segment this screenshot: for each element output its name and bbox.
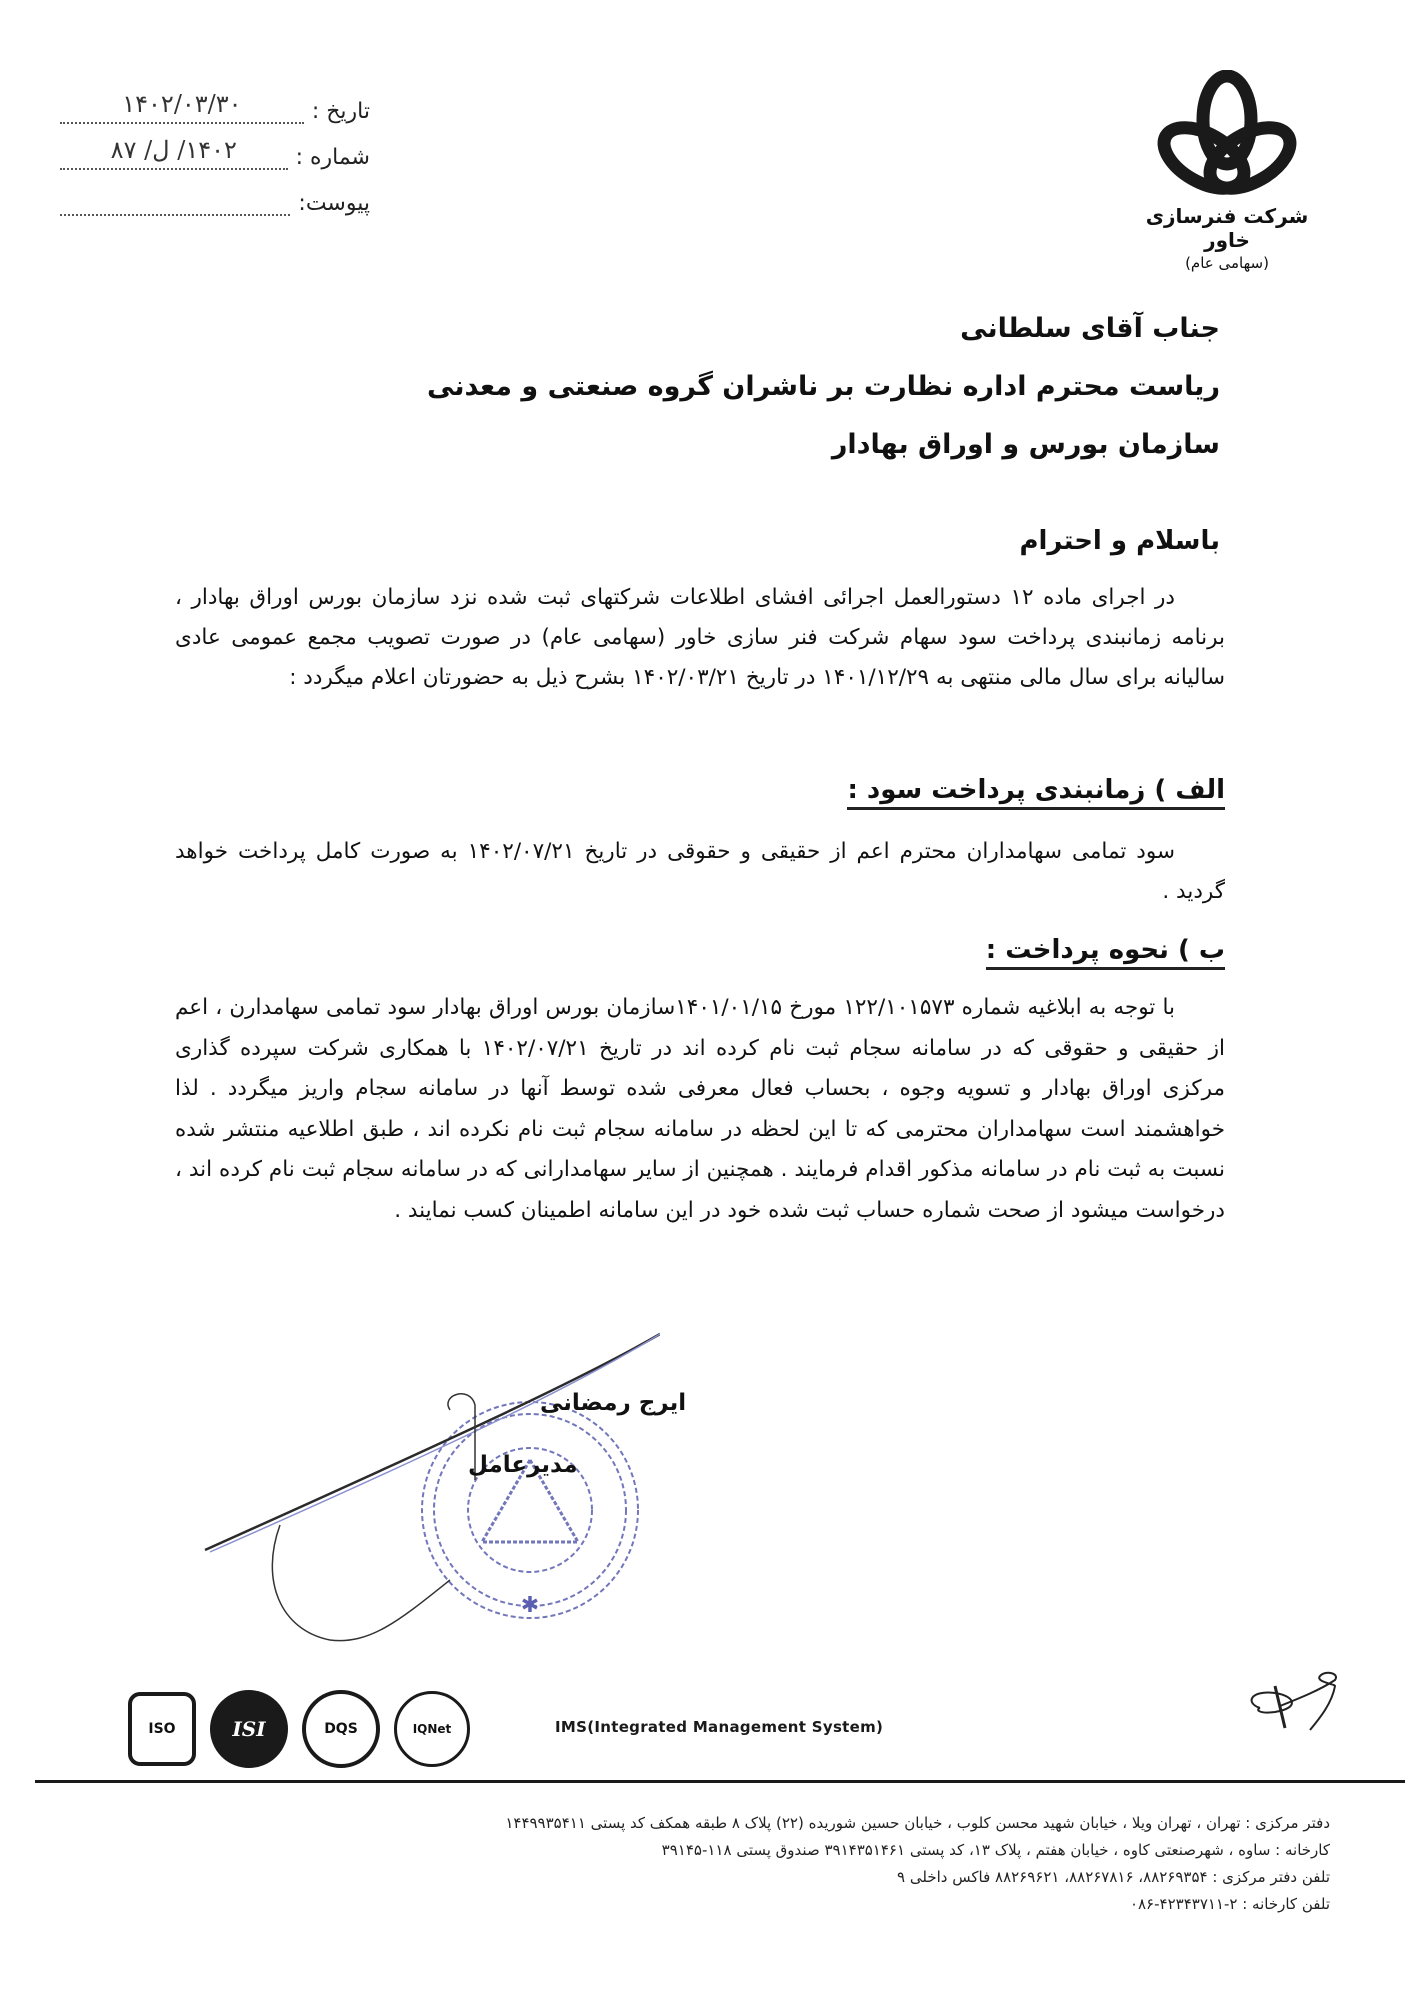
iqnet-badge-icon: IQNet: [394, 1691, 470, 1767]
signature-and-stamp: [200, 1320, 660, 1650]
trinity-knot-icon: [1152, 70, 1302, 200]
footer-factory-phone: تلفن کارخانه : ۲-۴۲۳۴۳۷۱۱-۰۸۶: [1129, 1895, 1330, 1913]
section-b-heading: ب ) نحوه پرداخت :: [986, 935, 1225, 970]
footer-head-office: دفتر مرکزی : تهران ، تهران ویلا ، خیابان شهید محسن کلوب ، خیابان حسین شوریده (۲۲) پلاک ۸ طبقه همکف کد پستی ۱۴۴۹۹۳۵۴۱۱: [505, 1814, 1330, 1832]
company-name: شرکت فنرسازی خاور: [1145, 204, 1309, 252]
greeting: باسلام و احترام: [1019, 526, 1220, 556]
intro-paragraph: در اجرای ماده ۱۲ دستورالعمل اجرائی افشای اطلاعات شرکتهای ثبت شده نزد سازمان بورس اوراق بهادار ، برنامه زمانبندی پرداخت سود سهام شرکت فنر سازی خاور (سهامی عام) در صورت تصویب مجمع عمومی عادی سالیانه برای سال مالی منتهی به ۱۴۰۱/۱۲/۲۹ در تاریخ ۱۴۰۲/۰۳/۲۱ بشرح ذیل به حضورتان اعلام میگردد :: [175, 585, 1225, 690]
section-b-paragraph: با توجه به ابلاغیه شماره ۱۲۲/۱۰۱۵۷۳ مورخ ۱۴۰۱/۰۱/۱۵سازمان بورس اوراق بهادار سود تمامی سهامدارن ، اعم از حقیقی و حقوقی که در سامانه سجام ثبت نام کرده اند در تاریخ ۱۴۰۲/۰۷/۲۱ با همکاری شرکت سپرده گذاری مرکزی اوراق بهادار و تسویه وجوه ، بحساب فعال معرفی شده توسط آنها در سامانه سجام واریز میگردد . لذا خواهشمند است سهامداران محترمی که تا این لحظه در سامانه سجام ثبت نام نکرده اند ، طبق اطلاعیه منتشر شده نسبت به ثبت نام در سامانه مذکور اقدام فرمایند . همچنین از سایر سهامدارانی که در سامانه سجام ثبت نام کرده اند ، درخواست میشود از صحت شماره حساب ثبت شده خود در این سامانه اطمینان کسب نمایند .: [175, 995, 1225, 1223]
attachment-row: [60, 170, 370, 216]
company-type: (سهامی عام): [1185, 254, 1269, 272]
addressee-organization: سازمان بورس و اوراق بهادار: [831, 429, 1220, 460]
certification-badges: [128, 1690, 470, 1768]
date-row: [60, 78, 370, 124]
footer-divider: [35, 1780, 1405, 1783]
signature-stroke-icon: [205, 1334, 660, 1550]
addressee-block: [320, 300, 1220, 474]
letter-meta: [60, 78, 370, 216]
initials-scribble-icon: [1240, 1668, 1350, 1738]
signatory-name: ایرج رمضانی: [540, 1390, 687, 1416]
section-a-heading: الف ) زمانبندی پرداخت سود :: [847, 775, 1225, 810]
attachment-label: پیوست:: [298, 191, 370, 216]
number-row: [60, 124, 370, 170]
addressee-position: ریاست محترم اداره نظارت بر ناشران گروه صنعتی و معدنی: [427, 371, 1220, 402]
company-logo: [1137, 70, 1317, 272]
number-label: شماره :: [295, 145, 370, 170]
addressee-name: جناب آقای سلطانی: [960, 313, 1220, 344]
footer-office-phone: تلفن دفتر مرکزی : ۸۸۲۶۹۳۵۴، ۸۸۲۶۷۸۱۶، ۸۸۲۶۹۶۲۱ فاکس داخلی ۹: [897, 1868, 1330, 1886]
ims-label: IMS(Integrated Management System): [555, 1718, 884, 1736]
iso-badge-icon: ISO: [128, 1692, 196, 1766]
section-a-paragraph: سود تمامی سهامداران محترم اعم از حقیقی و حقوقی در تاریخ ۱۴۰۲/۰۷/۲۱ به صورت کامل پرداخت خواهد گردید .: [175, 839, 1225, 904]
date-label: تاریخ :: [311, 99, 370, 124]
number-value: ۱۴۰۲/ ل/ ۸۷: [60, 136, 288, 170]
footer-contact: [505, 1810, 1330, 1918]
attachment-value: [60, 182, 290, 216]
signatory-title: مدیرعامل: [468, 1452, 578, 1478]
dqs-badge-icon: DQS: [302, 1690, 380, 1768]
isi-badge-icon: ISI: [210, 1690, 288, 1768]
footer-factory: کارخانه : ساوه ، شهرصنعتی کاوه ، خیابان هفتم ، پلاک ۱۳، کد پستی ۳۹۱۴۳۵۱۴۶۱ صندوق پستی ۱۱۸-۳۹۱۴۵: [661, 1841, 1330, 1859]
stamp-star-icon: ✱: [520, 1593, 540, 1618]
company-stamp-icon: [422, 1402, 638, 1618]
date-value: ۱۴۰۲/۰۳/۳۰: [60, 90, 304, 124]
